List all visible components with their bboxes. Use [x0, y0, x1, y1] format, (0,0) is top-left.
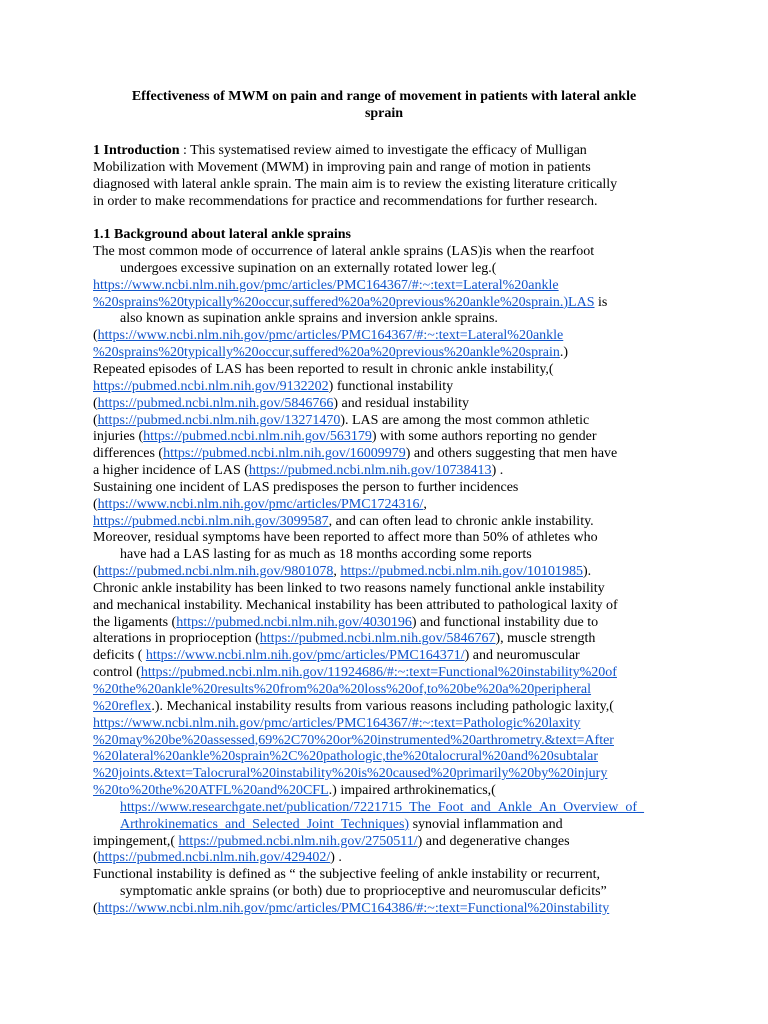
reference-link[interactable]: https://pubmed.ncbi.nlm.nih.gov/563179	[143, 429, 372, 445]
reference-link[interactable]: %20may%20be%20assessed,69%2C70%20or%20instrumented%20arthrometry.&text=After	[93, 732, 614, 748]
reference-link[interactable]: https://www.ncbi.nlm.nih.gov/pmc/articles/PMC1724316/	[97, 496, 424, 512]
intro-line: 1 Introduction : This systematised review aimed to investigate the efficacy of Mulligan	[93, 143, 587, 158]
text-line: and mechanical instability. Mechanical instability has been attributed to pathological laxity of	[93, 597, 618, 613]
reference-link[interactable]: https://pubmed.ncbi.nlm.nih.gov/5846766	[97, 395, 334, 411]
intro-line: Mobilization with Movement (MWM) in improving pain and range of motion in patients	[93, 159, 591, 175]
intro-heading: 1 Introduction	[93, 143, 180, 158]
reference-link[interactable]: https://pubmed.ncbi.nlm.nih.gov/10101985	[340, 564, 584, 580]
text-line: also known as supination ankle sprains and inversion ankle sprains.	[120, 311, 498, 327]
reference-link[interactable]: https://pubmed.ncbi.nlm.nih.gov/3099587	[93, 513, 329, 529]
reference-link[interactable]: https://pubmed.ncbi.nlm.nih.gov/16009979	[163, 446, 406, 462]
reference-link[interactable]: %20to%20the%20ATFL%20and%20CFL	[93, 783, 329, 799]
reference-link[interactable]: https://pubmed.ncbi.nlm.nih.gov/429402/	[97, 850, 331, 866]
reference-link[interactable]: https://pubmed.ncbi.nlm.nih.gov/2750511/	[178, 833, 418, 849]
text-line: Moreover, residual symptoms have been reported to affect more than 50% of athletes who	[93, 530, 598, 546]
text-line: Functional instability is defined as “ the subjective feeling of ankle instability or recurrent,	[93, 867, 600, 883]
reference-link[interactable]: https://pubmed.ncbi.nlm.nih.gov/11924686/#:~:text=Functional%20instability%20of	[140, 665, 617, 681]
reference-link[interactable]: https://www.ncbi.nlm.nih.gov/pmc/articles/PMC164367/#:~:text=Pathologic%20laxity	[93, 715, 581, 731]
intro-line: in order to make recommendations for practice and recommendations for further research.	[93, 193, 598, 209]
reference-link[interactable]: https://pubmed.ncbi.nlm.nih.gov/9801078	[97, 564, 334, 580]
reference-link[interactable]: %20lateral%20ankle%20sprain%2C%20pathologic,the%20talocrural%20and%20subtalar	[93, 749, 599, 765]
intro-line: diagnosed with lateral ankle sprain. The main aim is to review the existing literature critically	[93, 176, 618, 192]
text-line: symptomatic ankle sprains (or both) due to proprioceptive and neuromuscular deficits”	[120, 884, 607, 900]
text-line: have had a LAS lasting for as much as 18 months according some reports	[120, 547, 532, 563]
text-line: Chronic ankle instability has been linked to two reasons namely functional ankle instability	[93, 580, 605, 596]
reference-link[interactable]: https://pubmed.ncbi.nlm.nih.gov/4030196	[176, 614, 412, 630]
paragraph-gap	[93, 210, 675, 227]
text-line: Repeated episodes of LAS has been reported to result in chronic ankle instability,(	[93, 361, 554, 377]
background-heading: 1.1 Background about lateral ankle sprains	[93, 227, 352, 243]
reference-link[interactable]: https://pubmed.ncbi.nlm.nih.gov/9132202	[93, 378, 329, 394]
reference-link[interactable]: https://www.researchgate.net/publication/7221715_The_Foot_and_Ankle_An_Overview_of_	[120, 799, 644, 815]
reference-link[interactable]: %20sprains%20typically%20occur,suffered%20a%20previous%20ankle%20sprain.)LAS	[93, 294, 595, 310]
reference-link[interactable]: https://www.ncbi.nlm.nih.gov/pmc/articles/PMC164371/	[145, 648, 465, 664]
document-body: 1 Introduction : This systematised review aimed to investigate the efficacy of Mulligan Mobilization with Movement (MWM) in improving pain and range of motion in patients diagnosed with lateral ankle sprain. The main aim is to review the existing literature critically in order to make recommendations for practice and recommendations for further research. 1.1 Background about lateral ankle sprains The most common mode of occurrence of lateral ankle sprains (LAS)is when the rearfoot undergoes excessive supination on an externally rotated lower leg.( https://www.ncbi.nlm.nih.gov/pmc/articles/PMC164367/#:~:text=Lateral%20ankle %20sprains%20typically%20occur,suffered%20a%20previous%20ankle%20sprain.)LAS is also known as supination ankle sprains and inversion ankle sprains. (https://www.ncbi.nlm.nih.gov/pmc/articles/PMC164367/#:~:text=Lateral%20ankle %20sprains%20typically%20occur,suffered%20a%20previous%20ankle%20sprain.) Repeated episodes of LAS has been reported to result in chronic ankle instability,( https://pubmed.ncbi.nlm.nih.gov/9132202) functional instability (https://pubmed.ncbi.nlm.nih.gov/5846766) and residual instability (https://pubmed.ncbi.nlm.nih.gov/13271470). LAS are among the most common athletic injuries (https://pubmed.ncbi.nlm.nih.gov/563179) with some authors reporting no gender differences (https://pubmed.ncbi.nlm.nih.gov/16009979) and others suggesting that men have a higher incidence of LAS (https://pubmed.ncbi.nlm.nih.gov/10738413) . Sustaining one incident of LAS predisposes the person to further incidences (https://www.ncbi.nlm.nih.gov/pmc/articles/PMC1724316/, https://pubmed.ncbi.nlm.nih.gov/3099587, and can often lead to chronic ankle instability. Moreover, residual symptoms have been reported to affect more than 50% of athletes who have had a LAS lasting for as much as 18 months according some reports (https://pubmed.ncbi.nlm.nih.gov/9801078, https://pubmed.ncbi.nlm.nih.gov/10101985). Chronic ankle instability has been linked to two reasons namely functional ankle instability and mechanical instability. Mechanical instability has been attributed to pathological laxity of the ligaments (https://pubmed.ncbi.nlm.nih.gov/4030196) and functional instability due to alterations in proprioception (https://pubmed.ncbi.nlm.nih.gov/5846767), muscle strength deficits ( https://www.ncbi.nlm.nih.gov/pmc/articles/PMC164371/) and neuromuscular control (https://pubmed.ncbi.nlm.nih.gov/11924686/#:~:text=Functional%20instability%20of %20the%20ankle%20results%20from%20a%20loss%20of,to%20be%20a%20peripheral %20reflex.). Mechanical instability results from various reasons including pathologic laxity,( https://www.ncbi.nlm.nih.gov/pmc/articles/PMC164367/#:~:text=Pathologic%20laxity %20may%20be%20assessed,69%2C70%20or%20instrumented%20arthrometry.&text=After %20lateral%20ankle%20sprain%2C%20pathologic,the%20talocrural%20and%20subtalar %20joints.&text=Talocrural%20instability%20is%20caused%20primarily%20by%20injury %20to%20the%20ATFL%20and%20CFL.) impaired arthrokinematics,( https://www.researchgate.net/publication/7221715_The_Foot_and_Ankle_An_Overview_of_ Arthrokinematics_and_Selected_Joint_Techniques) synovial inflammation and impingement,( https://pubmed.ncbi.nlm.nih.gov/2750511/) and degenerative changes (https://pubmed.ncbi.nlm.nih.gov/429402/) . Functional instability is defined as “ the subjective feeling of ankle instability or recurrent, symptomatic ankle sprains (or both) due to proprioceptive and neuromuscular deficits” (https://www.ncbi.nlm.nih.gov/pmc/articles/PMC164386/#:~:text=Functional%20instability	[93, 143, 675, 918]
reference-link[interactable]: https://www.ncbi.nlm.nih.gov/pmc/articles/PMC164386/#:~:text=Functional%20instability	[97, 900, 610, 916]
reference-link[interactable]: %20sprains%20typically%20occur,suffered%20a%20previous%20ankle%20sprain	[93, 345, 560, 361]
reference-link[interactable]: https://www.ncbi.nlm.nih.gov/pmc/articles/PMC164367/#:~:text=Lateral%20ankle	[93, 277, 559, 293]
title-line-2: sprain	[364, 106, 404, 121]
reference-link[interactable]: https://pubmed.ncbi.nlm.nih.gov/13271470	[97, 412, 341, 428]
reference-link[interactable]: https://pubmed.ncbi.nlm.nih.gov/10738413	[248, 463, 492, 479]
reference-link[interactable]: %20joints.&text=Talocrural%20instability%20is%20caused%20primarily%20by%20injury	[93, 766, 608, 782]
title-line-1: Effectiveness of MWM on pain and range of movement in patients with lateral ankle	[131, 89, 637, 104]
document-title	[93, 88, 675, 122]
reference-link[interactable]: https://pubmed.ncbi.nlm.nih.gov/5846767	[259, 631, 496, 647]
reference-link[interactable]: %20reflex	[93, 698, 152, 714]
reference-link[interactable]: %20the%20ankle%20results%20from%20a%20loss%20of,to%20be%20a%20peripheral	[93, 682, 592, 697]
text-line: undergoes excessive supination on an externally rotated lower leg.(	[120, 260, 497, 276]
text-line: Sustaining one incident of LAS predisposes the person to further incidences	[93, 479, 519, 495]
reference-link[interactable]: Arthrokinematics_and_Selected_Joint_Techniques)	[120, 816, 410, 832]
reference-link[interactable]: https://www.ncbi.nlm.nih.gov/pmc/articles/PMC164367/#:~:text=Lateral%20ankle	[97, 328, 564, 344]
text-line: The most common mode of occurrence of lateral ankle sprains (LAS)is when the rearfoot	[93, 244, 595, 260]
